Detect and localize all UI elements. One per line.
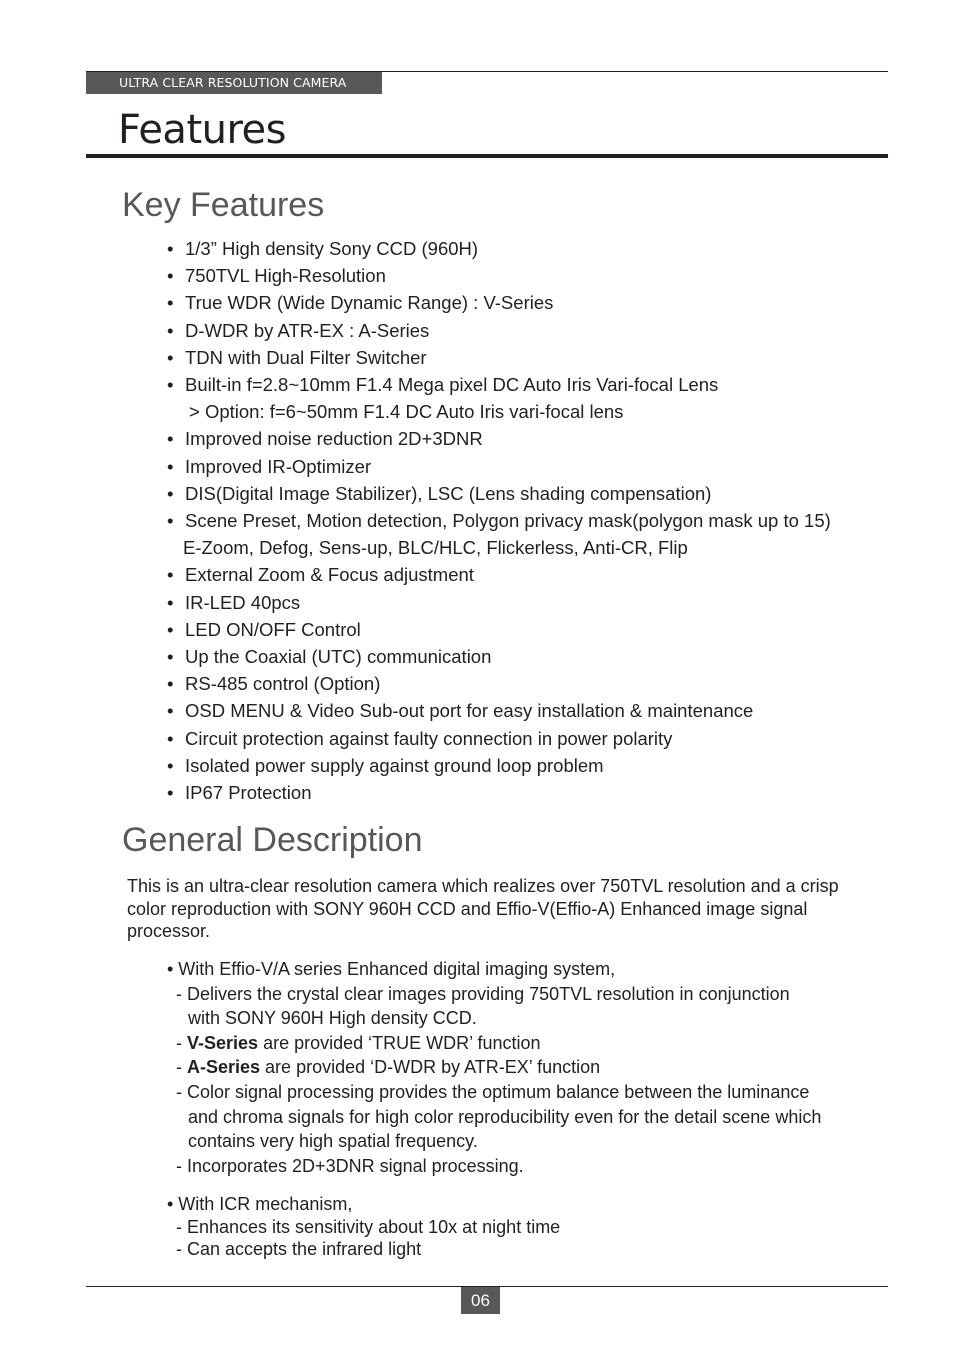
key-feature-text: Up the Coaxial (UTC) communication <box>185 646 492 668</box>
key-feature-text: DIS(Digital Image Stabilizer), LSC (Lens shading compensation) <box>185 482 712 504</box>
key-feature-item <box>167 616 897 643</box>
bullet-glyph: • <box>167 482 174 504</box>
key-feature-text: Circuit protection against faulty connection in power polarity <box>185 727 673 749</box>
bullet-glyph: • <box>167 591 174 613</box>
key-feature-text: Improved IR-Optimizer <box>185 455 372 477</box>
key-feature-text: OSD MENU & Video Sub-out port for easy installation & maintenance <box>185 700 754 722</box>
icr-sub-sensitivity: - Enhances its sensitivity about 10x at night time <box>176 1216 561 1237</box>
bullet-glyph: • <box>167 673 174 695</box>
title-rule <box>86 154 888 158</box>
key-feature-text: External Zoom & Focus adjustment <box>185 564 474 586</box>
key-feature-item <box>167 235 897 262</box>
bullet-glyph: • <box>167 374 174 396</box>
effio-sub-delivers <box>167 982 867 1031</box>
key-feature-text: IP67 Protection <box>185 782 312 804</box>
key-feature-item <box>167 697 897 724</box>
bullet-glyph: • <box>167 428 174 450</box>
key-features-heading: Key Features <box>122 186 325 224</box>
key-feature-text: RS-485 control (Option) <box>185 673 381 695</box>
key-feature-text: Built-in f=2.8~10mm F1.4 Mega pixel DC Auto Iris Vari-focal Lens <box>185 374 719 396</box>
key-features-list <box>167 235 897 806</box>
bullet-glyph: • <box>167 455 174 477</box>
key-feature-item <box>167 779 897 806</box>
key-feature-text: Isolated power supply against ground loop problem <box>185 754 604 776</box>
key-feature-item <box>167 344 897 371</box>
bullet-glyph: • <box>167 646 174 668</box>
effio-sub-color-line1: - Color signal processing provides the optimum balance between the luminance <box>176 1081 810 1102</box>
effio-sub-v-series: - V-Series are provided ‘TRUE WDR’ function <box>176 1032 541 1053</box>
effio-lead: • With Effio-V/A series Enhanced digital imaging system, <box>167 959 616 979</box>
key-feature-item <box>167 561 897 588</box>
effio-sub-color <box>167 1080 867 1154</box>
key-feature-item <box>167 262 897 289</box>
bullet-glyph: • <box>167 700 174 722</box>
key-feature-text: IR-LED 40pcs <box>185 591 301 613</box>
key-feature-item <box>167 453 897 480</box>
bullet-glyph: • <box>167 238 174 259</box>
bullet-glyph: • <box>167 782 174 804</box>
key-feature-item <box>167 317 897 344</box>
key-feature-text: Improved noise reduction 2D+3DNR <box>185 428 483 450</box>
effio-sub-delivers-line1: - Delivers the crystal clear images providing 750TVL resolution in conjunction <box>176 983 790 1004</box>
key-feature-item <box>167 725 897 752</box>
v-series-text: are provided ‘TRUE WDR’ function <box>258 1032 541 1053</box>
icr-lead: • With ICR mechanism, <box>167 1194 353 1214</box>
key-feature-item <box>167 752 897 779</box>
bullet-glyph: • <box>167 265 174 287</box>
key-feature-item <box>167 425 897 452</box>
key-feature-item <box>167 507 897 561</box>
effio-sub-color-line2: and chroma signals for high color reproducibility even for the detail scene which <box>188 1106 822 1127</box>
effio-sub-color-line3: contains very high spatial frequency. <box>188 1131 478 1152</box>
page-title: Features <box>118 107 286 153</box>
key-feature-text: 750TVL High-Resolution <box>185 265 386 287</box>
page-number: 06 <box>461 1287 500 1314</box>
key-feature-item <box>167 643 897 670</box>
key-feature-text: 1/3” High density Sony CCD (960H) <box>185 238 479 259</box>
bullet-glyph: • <box>167 292 174 314</box>
bullet-glyph: • <box>167 754 174 776</box>
key-feature-text: D-WDR by ATR-EX : A-Series <box>185 319 430 341</box>
key-feature-text: LED ON/OFF Control <box>185 618 361 640</box>
key-feature-text: Scene Preset, Motion detection, Polygon privacy mask(polygon mask up to 15) <box>185 510 831 532</box>
key-feature-item <box>167 371 897 425</box>
bullet-glyph: • <box>167 319 174 341</box>
key-feature-item <box>167 589 897 616</box>
key-feature-continuation: E-Zoom, Defog, Sens-up, BLC/HLC, Flickerless, Anti-CR, Flip <box>183 537 688 559</box>
a-series-text: are provided ‘D-WDR by ATR-EX’ function <box>260 1057 601 1078</box>
v-series-label: V-Series <box>187 1032 259 1053</box>
header-label: ULTRA CLEAR RESOLUTION CAMERA <box>86 72 382 94</box>
effio-sub-delivers-line2: with SONY 960H High density CCD. <box>188 1008 477 1029</box>
bullet-glyph: • <box>167 618 174 640</box>
effio-sub-dnr: - Incorporates 2D+3DNR signal processing. <box>176 1155 524 1176</box>
general-description-heading: General Description <box>122 821 423 859</box>
effio-group <box>167 957 867 1178</box>
key-feature-item <box>167 289 897 316</box>
intro-paragraph: This is an ultra-clear resolution camera which realizes over 750TVL resolution and a crisp color reproduction with SONY 960H CCD and Effio-V(Effio-A) Enhanced image signal processor. <box>127 876 839 941</box>
key-feature-text: True WDR (Wide Dynamic Range) : V-Series <box>185 292 554 314</box>
icr-sub-infrared: - Can accepts the infrared light <box>176 1239 422 1260</box>
key-feature-item <box>167 670 897 697</box>
icr-group <box>167 1193 867 1261</box>
key-feature-continuation: > Option: f=6~50mm F1.4 DC Auto Iris vari-focal lens <box>189 401 624 423</box>
bullet-glyph: • <box>167 564 174 586</box>
bullet-glyph: • <box>167 727 174 749</box>
bullet-glyph: • <box>167 510 174 532</box>
effio-sub-a-series: - A-Series are provided ‘D-WDR by ATR-EX’ function <box>176 1057 601 1078</box>
bullet-glyph: • <box>167 346 174 368</box>
a-series-label: A-Series <box>187 1057 261 1078</box>
key-feature-text: TDN with Dual Filter Switcher <box>185 346 427 368</box>
key-feature-item <box>167 480 897 507</box>
